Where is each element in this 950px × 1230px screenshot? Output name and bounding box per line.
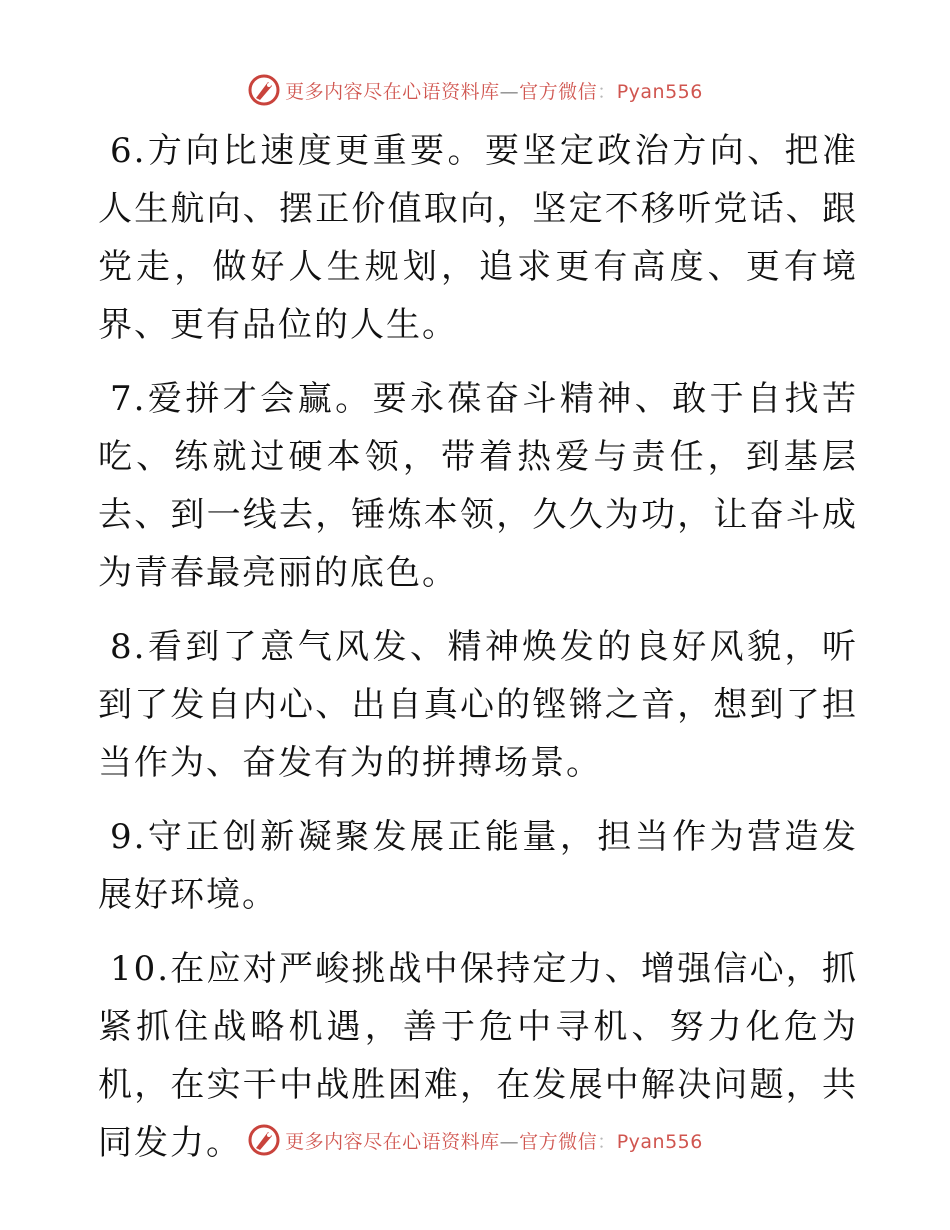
pen-nib-logo-icon	[247, 1123, 281, 1157]
pen-nib-logo-icon	[247, 73, 281, 107]
paragraph-number: 7.	[110, 379, 147, 419]
banner-account: Pyan556	[616, 1130, 703, 1153]
paragraph-text: 看到了意气风发、精神焕发的良好风貌，听到了发自内心、出自真心的铿锵之音，想到了担当作为、奋发有为的拼搏场景。	[98, 627, 858, 783]
paragraph-7	[98, 370, 858, 602]
paragraph-number: 9.	[110, 817, 147, 857]
banner-label: 官方微信	[519, 1130, 598, 1153]
banner-colon: ：	[597, 80, 617, 103]
banner-label: 官方微信	[519, 80, 598, 103]
paragraph-number: 10.	[110, 949, 171, 989]
banner-account: Pyan556	[616, 80, 703, 103]
paragraph-text: 爱拼才会赢。要永葆奋斗精神、敢于自找苦吃、练就过硬本领，带着热爱与责任，到基层去、到一线去，锤炼本领，久久为功，让奋斗成为青春最亮丽的底色。	[98, 379, 858, 593]
paragraph-text: 方向比速度更重要。要坚定政治方向、把准人生航向、摆正价值取向，坚定不移听党话、跟党走，做好人生规划，追求更有高度、更有境界、更有品位的人生。	[98, 131, 858, 345]
banner-text	[285, 77, 703, 104]
banner-brand: 更多内容尽在心语资料库	[285, 1130, 500, 1153]
paragraph-9	[98, 808, 858, 924]
paragraph-8	[98, 618, 858, 792]
banner-dash: —	[499, 1130, 520, 1153]
document-body	[98, 122, 858, 1188]
banner-colon: ：	[597, 1130, 617, 1153]
paragraph-text: 守正创新凝聚发展正能量，担当作为营造发展好环境。	[98, 817, 858, 915]
paragraph-number: 8.	[110, 627, 147, 667]
paragraph-text: 在应对严峻挑战中保持定力、增强信心，抓紧抓住战略机遇，善于危中寻机、努力化危为机，在实干中战胜困难，在发展中解决问题，共同发力。	[98, 949, 858, 1163]
paragraph-number: 6.	[110, 131, 147, 171]
banner-text	[285, 1127, 703, 1154]
header-banner	[0, 70, 950, 110]
banner-brand: 更多内容尽在心语资料库	[285, 80, 500, 103]
footer-banner	[0, 1120, 950, 1160]
paragraph-6	[98, 122, 858, 354]
banner-dash: —	[499, 80, 520, 103]
